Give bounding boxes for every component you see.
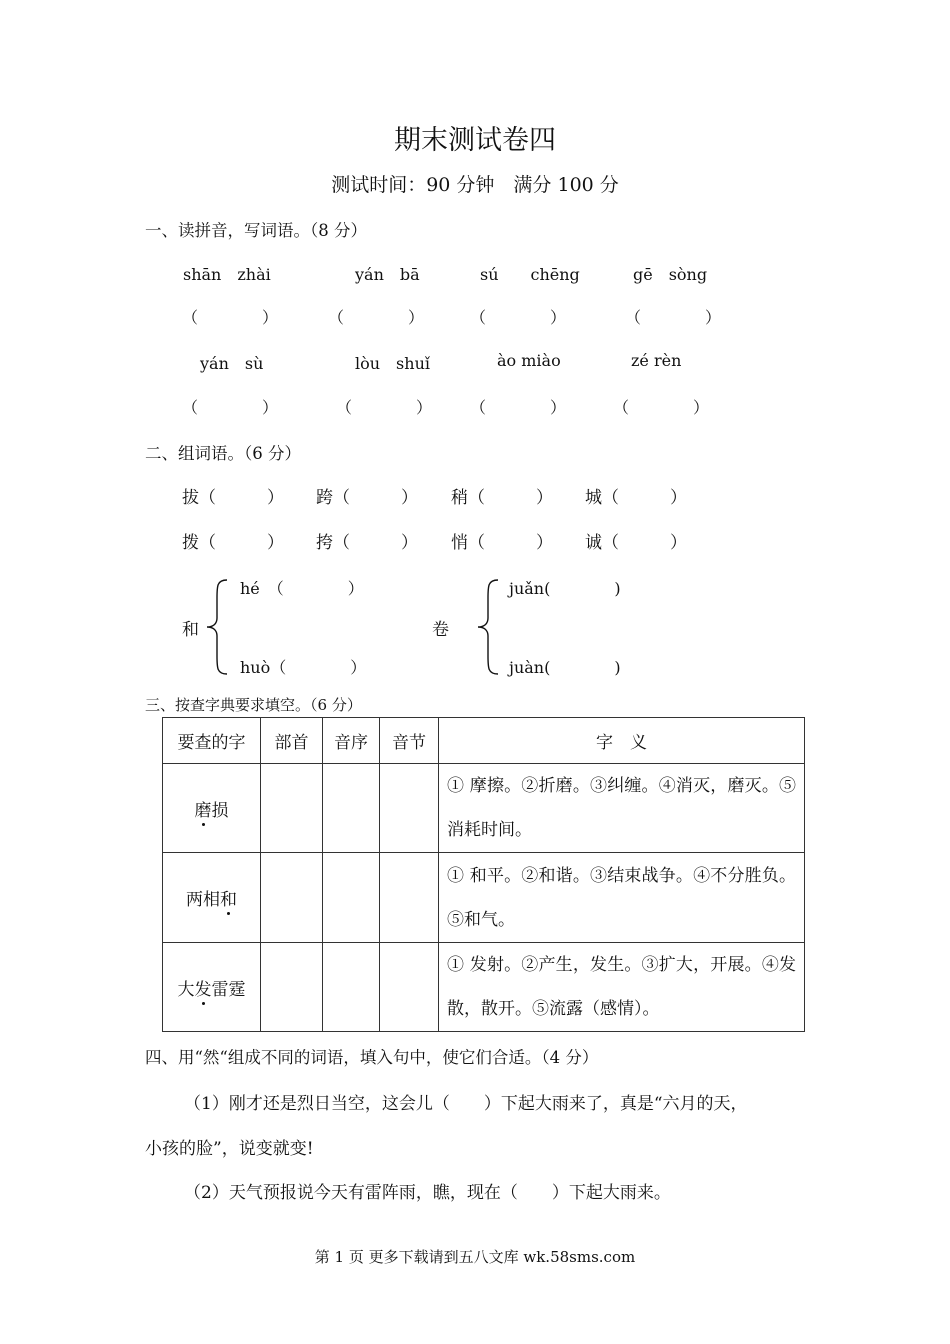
- polyphonic-reading[interactable]: juàn( ): [509, 658, 621, 677]
- polyphonic-char: 和: [182, 620, 199, 640]
- section2-heading: 二、组词语。（6 分）: [145, 444, 301, 463]
- word-item[interactable]: 悄（ ）: [451, 533, 553, 553]
- pinyin-item: zé rèn: [631, 351, 682, 370]
- syllable-cell[interactable]: [380, 943, 439, 1032]
- polyphonic-char: 卷: [432, 620, 449, 640]
- table-header: 音节: [380, 718, 439, 764]
- initial-cell[interactable]: [323, 943, 380, 1032]
- table-row: [163, 853, 805, 943]
- question-1-line-2: 小孩的脸”，说变就变!: [145, 1139, 314, 1159]
- word-rest: 雷霆: [211, 979, 246, 1000]
- word-item[interactable]: 跨（ ）: [316, 488, 418, 508]
- answer-blank[interactable]: （ ）: [613, 398, 710, 417]
- word-rest: 大: [177, 979, 195, 1000]
- polyphonic-reading[interactable]: hé （ ）: [240, 579, 364, 598]
- word-item[interactable]: 城（ ）: [585, 488, 687, 508]
- word-item[interactable]: 稍（ ）: [451, 488, 553, 508]
- meaning-cell: ① 和平。②和谐。③结束战争。④不分胜负。⑤和气。: [439, 853, 805, 943]
- lookup-word: [163, 943, 261, 1032]
- word-rest: 损: [211, 800, 229, 821]
- table-header: 要查的字: [163, 718, 261, 764]
- pinyin-item: yán sù: [200, 354, 264, 373]
- word-rest: 两相: [186, 890, 220, 910]
- radical-cell[interactable]: [261, 764, 323, 853]
- pinyin-item: shān zhài: [183, 265, 271, 284]
- word-item[interactable]: 拔（ ）: [182, 488, 284, 508]
- syllable-cell[interactable]: [380, 853, 439, 943]
- section3-heading: 三、按查字典要求填空。（6 分）: [145, 696, 362, 714]
- answer-blank[interactable]: （ ）: [336, 398, 433, 417]
- radical-cell[interactable]: [261, 853, 323, 943]
- word-item[interactable]: 诚（ ）: [585, 533, 687, 553]
- initial-cell[interactable]: [323, 853, 380, 943]
- answer-blank[interactable]: （ ）: [470, 308, 567, 327]
- answer-blank[interactable]: （ ）: [625, 308, 722, 327]
- table-row: [163, 943, 805, 1032]
- question-1-line-1: （1）刚才还是烈日当空，这会儿（ ）下起大雨来了，真是“六月的天，: [184, 1094, 748, 1114]
- initial-cell[interactable]: [323, 764, 380, 853]
- page-title: 期末测试卷四: [394, 125, 556, 156]
- answer-blank[interactable]: （ ）: [328, 308, 425, 327]
- word-item[interactable]: 挎（ ）: [316, 533, 418, 553]
- meaning-cell: ① 发射。②产生，发生。③扩大，开展。④发散，散开。⑤流露（感情）。: [439, 943, 805, 1032]
- pinyin-item: gē sòng: [633, 265, 708, 284]
- left-brace-icon: [476, 578, 502, 676]
- polyphonic-reading[interactable]: juǎn( ): [509, 579, 621, 598]
- section4-heading: 四、用“然“组成不同的词语，填入句中，使它们合适。（4 分）: [145, 1048, 599, 1067]
- polyphonic-reading[interactable]: huò（ ）: [240, 658, 367, 677]
- answer-blank[interactable]: （ ）: [470, 398, 567, 417]
- answer-blank[interactable]: （ ）: [182, 398, 279, 417]
- meaning-cell: ① 摩擦。②折磨。③纠缠。④消灭，磨灭。⑤消耗时间。: [439, 764, 805, 853]
- pinyin-item: yán bā: [355, 265, 420, 284]
- answer-blank[interactable]: （ ）: [182, 308, 279, 327]
- emphasized-char: 磨: [194, 800, 212, 821]
- question-2: （2）天气预报说今天有雷阵雨，瞧，现在（ ）下起大雨来。: [184, 1183, 671, 1203]
- section1-heading: 一、读拼音，写词语。（8 分）: [145, 221, 367, 240]
- table-row: [163, 764, 805, 853]
- emphasized-char: 和: [220, 890, 237, 910]
- lookup-word: [163, 764, 261, 853]
- lookup-word: [163, 853, 261, 943]
- word-item[interactable]: 拨（ ）: [182, 533, 284, 553]
- table-header: 部首: [261, 718, 323, 764]
- pinyin-item: ào miào: [497, 351, 561, 370]
- pinyin-item: sú chēng: [480, 265, 580, 284]
- left-brace-icon: [205, 578, 231, 676]
- syllable-cell[interactable]: [380, 764, 439, 853]
- table-header: 字 义: [439, 718, 805, 764]
- pinyin-item: lòu shuǐ: [355, 354, 430, 373]
- radical-cell[interactable]: [261, 943, 323, 1032]
- emphasized-char: 发: [194, 979, 212, 1000]
- page-subtitle: 测试时间：90 分钟 满分 100 分: [331, 174, 619, 196]
- dictionary-table: [162, 717, 805, 1032]
- page-footer: 第 1 页 更多下载请到五八文库 wk.58sms.com: [314, 1248, 636, 1266]
- table-header: 音序: [323, 718, 380, 764]
